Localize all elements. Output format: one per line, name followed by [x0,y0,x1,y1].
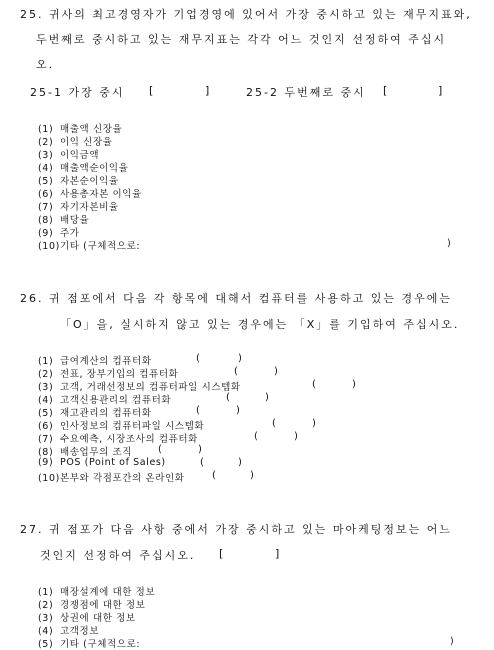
answer-open-paren: ( [272,418,276,429]
option-number: (3) [38,382,54,393]
list-item [38,392,171,406]
option-text: 배당율 [60,215,90,226]
option-text: 매출액 신장율 [60,124,123,135]
list-item [38,379,241,393]
answer-open-paren: ( [254,431,258,442]
list-item [38,610,136,624]
option-text: 본부와 각점포간의 온라인화 [60,473,185,484]
option-text: 전표, 장부기입의 컴퓨터화 [60,369,179,380]
answer-close-paren: ) [238,353,242,364]
option-number: (10) [38,473,60,484]
option-number: (3) [38,150,54,161]
answer-field[interactable] [233,392,263,404]
q27-other-specify-field[interactable] [170,636,440,648]
q25-text-line1: 25. 귀사의 최고경영자가 기업경영에 있어서 가장 중시하고 있는 재무지표와, [20,8,472,21]
list-item [38,212,89,226]
q25-sub1-open-bracket: [ [149,84,156,97]
option-text: 자본순이익율 [60,176,119,187]
option-text: 매장설계에 대한 정보 [60,587,156,598]
option-number: (1) [38,356,54,367]
answer-open-paren: ( [226,392,230,403]
answer-close-paren: ) [250,470,254,481]
option-text: 고객신용관리의 컴퓨터화 [60,395,172,406]
option-text: 매출액순이익율 [60,163,129,174]
option-text: 사용총자본 이익율 [60,189,142,200]
option-text: 자기자본비율 [60,202,119,213]
answer-close-paren: ) [265,392,269,403]
answer-open-paren: ( [234,366,238,377]
option-number: (9) [38,457,54,468]
option-number: (4) [38,395,54,406]
q25-text-line3: 오. [36,58,55,71]
q26-text-line1: 26. 귀 점포에서 다음 각 항목에 대해서 컴퓨터를 사용하고 있는 경우에는 [20,292,452,305]
option-text: 인사정보의 컴퓨터파일 시스템화 [60,421,205,432]
answer-field[interactable] [261,431,291,443]
answer-open-paren: ( [196,353,200,364]
option-number: (4) [38,626,54,637]
option-number: (2) [38,137,54,148]
option-number: (2) [38,600,54,611]
q25-sub2-close-bracket: ] [438,84,445,97]
option-number: (7) [38,434,54,445]
answer-field[interactable] [241,366,271,378]
answer-close-paren: ) [274,366,278,377]
list-item [38,160,128,174]
option-text: 상권에 대한 정보 [60,613,136,624]
q27-other-close-paren: ) [450,636,455,647]
list-item [38,623,99,637]
q27-open-bracket: [ [219,547,226,560]
option-text: 주가 [60,228,80,239]
answer-open-paren: ( [312,379,316,390]
list-item [38,457,166,468]
answer-close-paren: ) [236,405,240,416]
option-number: (7) [38,202,54,213]
option-text: 경쟁점에 대한 정보 [60,600,146,611]
option-number: (5) [38,176,54,187]
q25-sub1-answer-field[interactable] [160,84,200,96]
list-item [38,470,185,484]
list-item [38,597,145,611]
answer-field[interactable] [207,457,237,469]
answer-close-paren: ) [238,457,242,468]
list-item [38,431,198,445]
answer-field[interactable] [165,444,195,456]
answer-close-paren: ) [312,418,316,429]
q25-sub1-label: 25-1 가장 중시 [30,86,125,99]
answer-open-paren: ( [196,405,200,416]
option-text: 이익 신장율 [60,137,113,148]
answer-field[interactable] [219,470,249,482]
option-text: 배송업무의 조직 [60,447,133,458]
answer-field[interactable] [203,405,233,417]
option-text: 수요예측, 시장조사의 컴퓨터화 [60,434,198,445]
q27-close-bracket: ] [275,547,282,560]
list-item [38,405,152,419]
q25-text-line2: 두번째로 중시하고 있는 재무지표는 각각 어느 것인지 선정하여 주십시 [36,33,447,46]
option-number: (9) [38,228,54,239]
option-number: (6) [38,189,54,200]
answer-field[interactable] [279,418,309,430]
list-item [38,186,142,200]
option-text: 고객, 거래선정보의 컴퓨터파일 시스템화 [60,382,241,393]
option-text: 이익금액 [60,150,100,161]
answer-close-paren: ) [352,379,356,390]
answer-close-paren: ) [294,431,298,442]
list-item [38,134,113,148]
list-item [38,238,140,252]
option-number: (5) [38,639,54,650]
list-item [38,366,178,380]
option-text: 급여계산의 컴퓨터화 [60,356,152,367]
list-item [38,584,155,598]
option-number: (4) [38,163,54,174]
list-item [38,225,80,239]
list-item [38,444,132,458]
list-item [38,418,204,432]
q26-text-line2: 「O」을, 실시하지 않고 있는 경우에는 「X」를 기입하여 주십시오. [60,318,460,331]
option-number: (5) [38,408,54,419]
answer-field[interactable] [203,353,233,365]
q27-text-line1: 27. 귀 점포가 다음 사항 중에서 가장 중시하고 있는 마아케팅정보는 어느 [20,523,452,536]
answer-field[interactable] [319,379,349,391]
answer-open-paren: ( [200,457,204,468]
option-text: POS (Point of Sales) [60,457,166,468]
option-number: (3) [38,613,54,624]
option-text: 기타 (구체적으로: [60,241,141,252]
list-item [38,353,152,367]
answer-open-paren: ( [158,444,162,455]
q25-sub2-label: 25-2 두번째로 중시 [246,86,366,99]
option-number: (6) [38,421,54,432]
list-item [38,121,122,135]
option-number: (10) [38,241,60,252]
list-item [38,147,99,161]
q25-sub2-answer-field[interactable] [394,84,434,96]
q25-other-close-paren: ) [447,238,452,249]
q25-other-specify-field[interactable] [170,238,440,250]
answer-close-paren: ) [198,444,202,455]
list-item [38,199,119,213]
option-number: (1) [38,587,54,598]
option-number: (2) [38,369,54,380]
option-text: 고객정보 [60,626,100,637]
q25-sub2-open-bracket: [ [383,84,390,97]
option-text: 재고관리의 컴퓨터화 [60,408,152,419]
answer-open-paren: ( [212,470,216,481]
q25-sub1-close-bracket: ] [205,84,212,97]
q27-text-line2: 것인지 선정하여 주십시오. [40,549,196,562]
option-number: (1) [38,124,54,135]
option-number: (8) [38,215,54,226]
list-item [38,636,140,650]
list-item [38,173,119,187]
option-number: (8) [38,447,54,458]
q27-answer-field[interactable] [230,547,270,559]
option-text: 기타 (구체적으로: [60,639,141,650]
